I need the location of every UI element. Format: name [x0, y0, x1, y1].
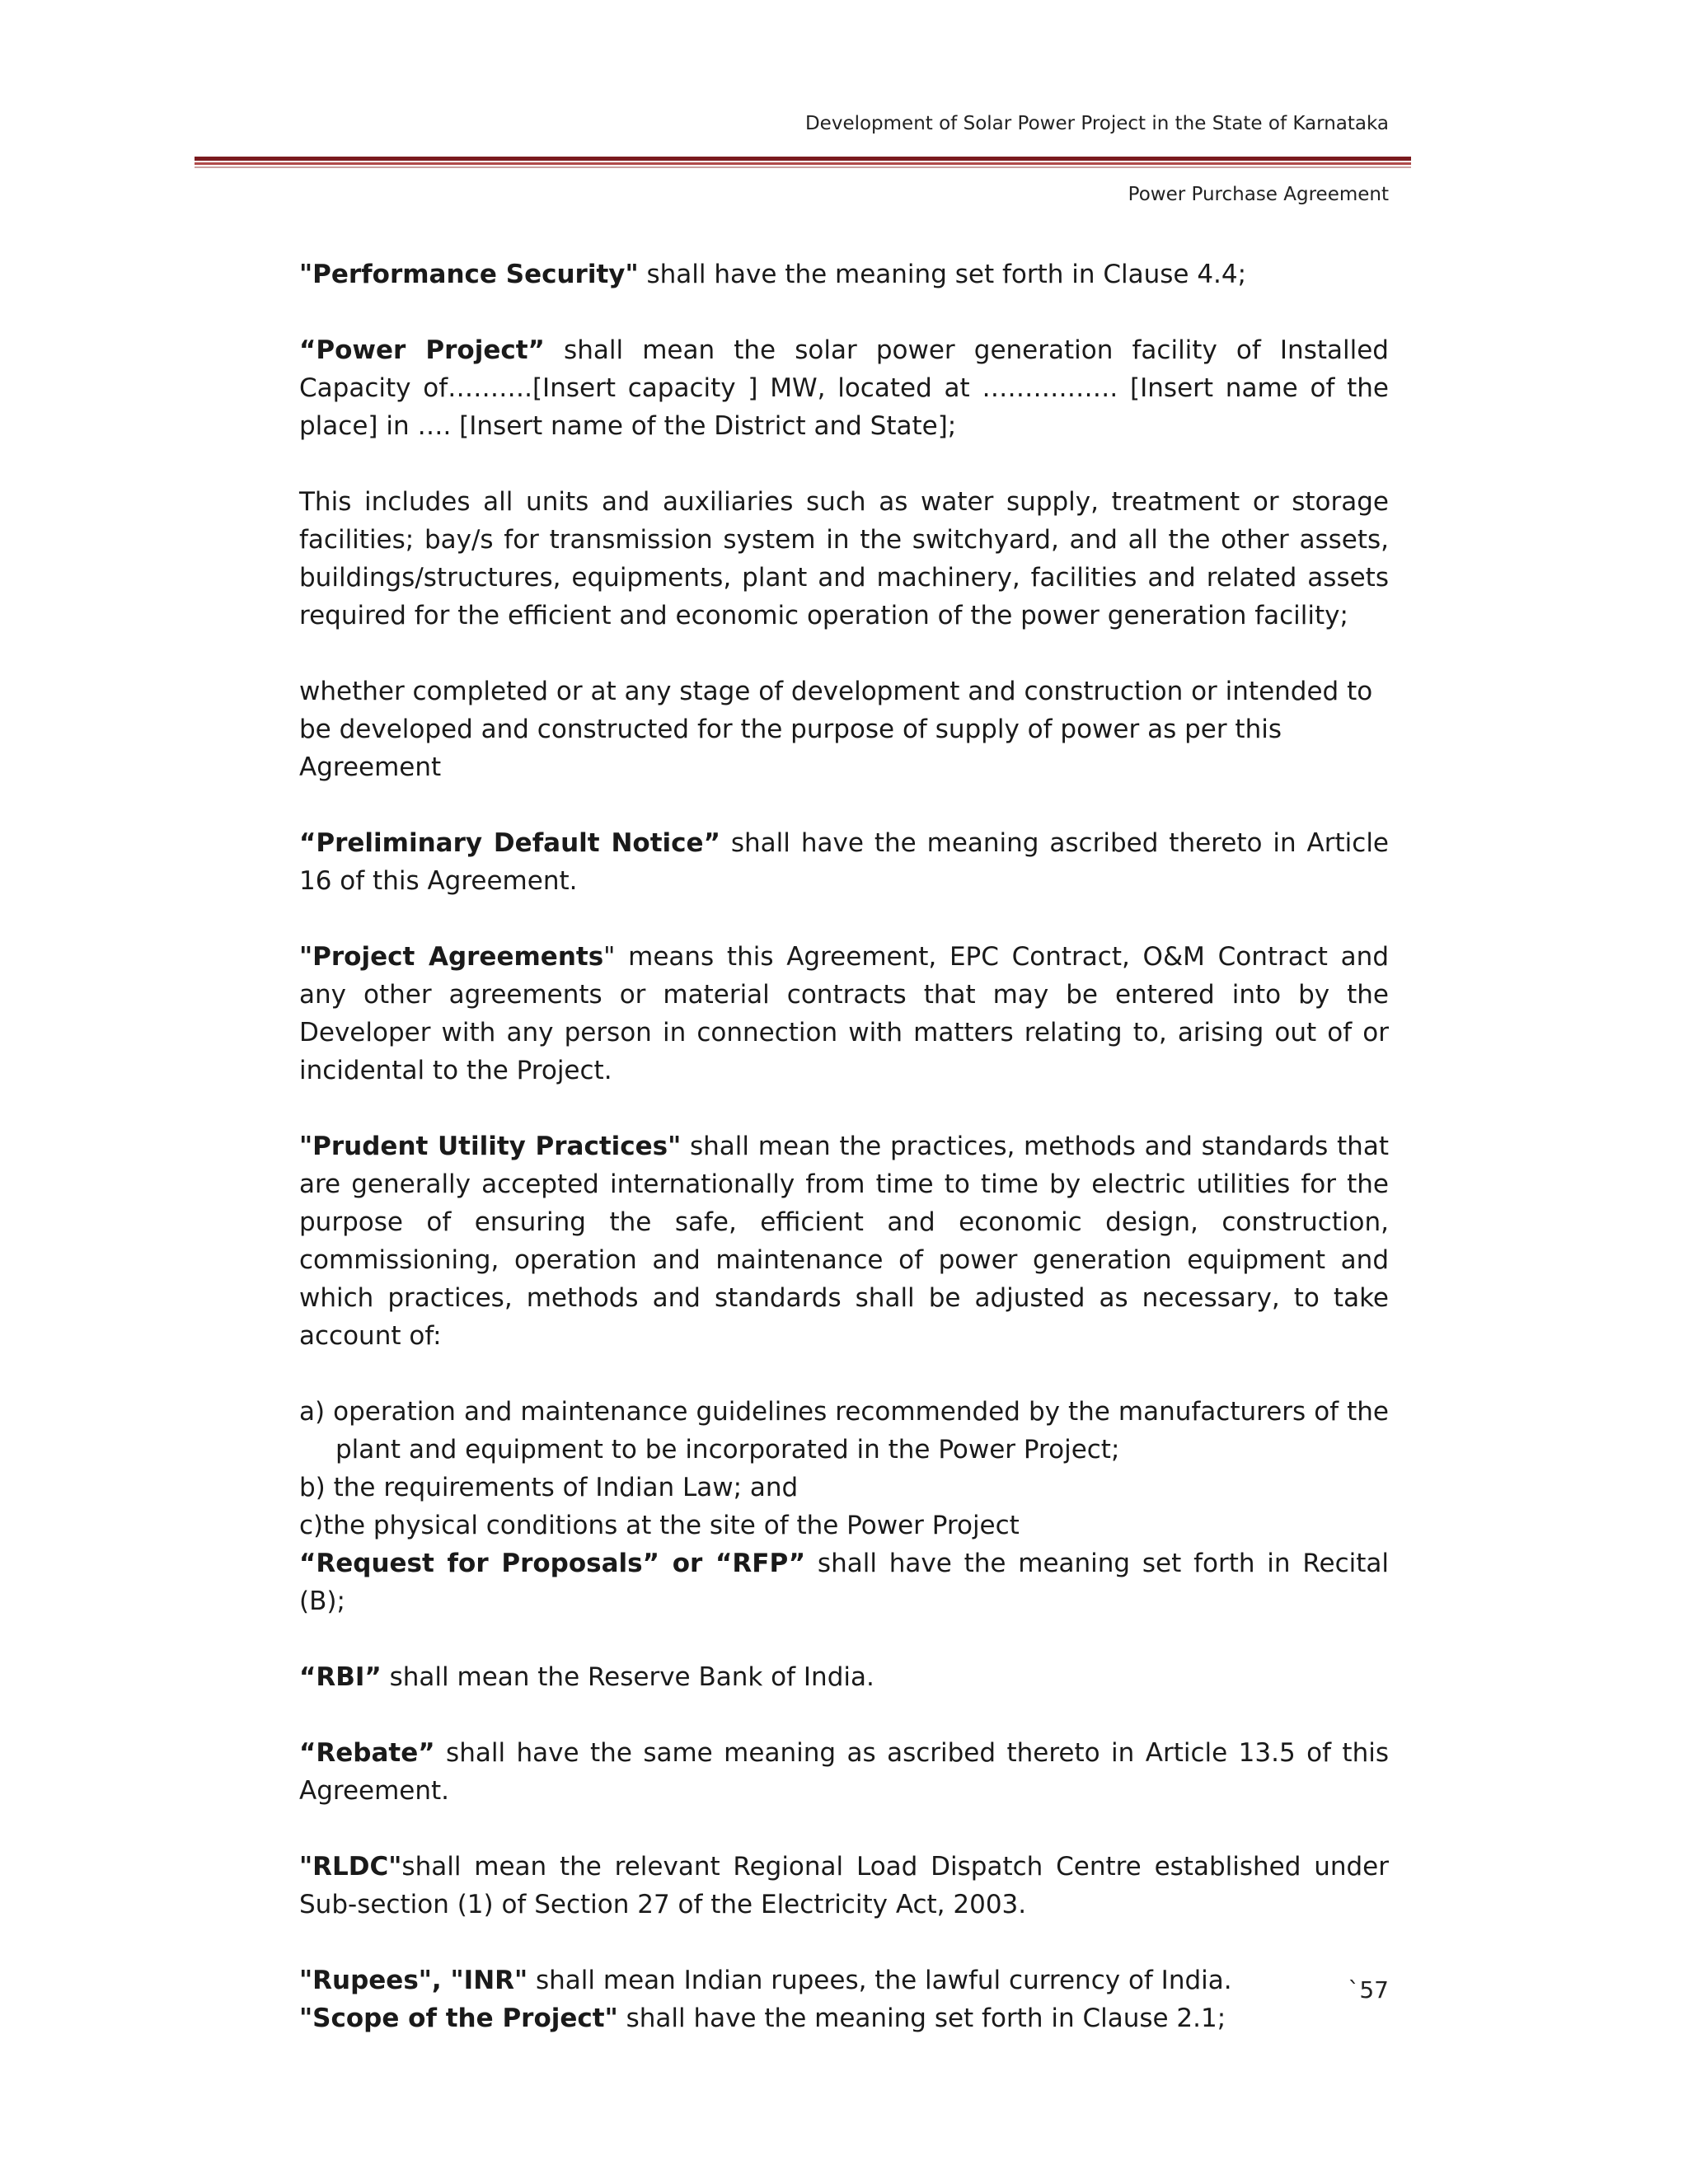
definition-term: "RLDC"	[299, 1852, 402, 1882]
definition-term: “Request for Proposals” or “RFP”	[299, 1549, 806, 1578]
definition-term: “Preliminary Default Notice”	[299, 828, 720, 858]
definition-term: "Prudent Utility Practices"	[299, 1132, 682, 1161]
definition-text: shall have the meaning set forth in Recital (B);	[299, 1549, 1389, 1616]
definition-text: shall mean the relevant Regional Load Dispatch Centre established under Sub-section (1) of Section 27 of the Electricity Act, 2003.	[299, 1852, 1389, 1919]
definition-term: "Rupees", "INR"	[299, 1966, 528, 1995]
definition-power-project	[299, 331, 1389, 445]
definition-term: “Rebate”	[299, 1738, 435, 1768]
definition-text: shall have the same meaning as ascribed thereto in Article 13.5 of this Agreement.	[299, 1738, 1389, 1806]
definition-term: "Performance Security"	[299, 260, 639, 289]
definition-term: "Project Agreements	[299, 942, 604, 972]
definition-scope-of-project	[299, 1999, 1389, 2037]
definition-term: “RBI”	[299, 1662, 382, 1692]
header-rule	[195, 157, 1411, 171]
list-item-a: a) operation and maintenance guidelines recommended by the manufacturers of the plant and equipment to be incorporated in the Power Project;	[299, 1397, 1389, 1465]
definition-text: shall have the meaning set forth in Clause 4.4;	[638, 260, 1247, 289]
definition-text: " means this Agreement, EPC Contract, O&M Contract and any other agreements or material contracts that may be entered into by the Developer with any person in connection with matters relating to, arising out of or incidental to the Project.	[299, 942, 1390, 1085]
definition-request-for-proposals	[299, 1544, 1389, 1620]
paragraph-includes	[299, 483, 1389, 635]
definition-term: "Scope of the Project"	[299, 2004, 618, 2033]
definition-prudent-utility-practices	[299, 1127, 1389, 1355]
paragraph-text: This includes all units and auxiliaries such as water supply, treatment or storage facilities; bay/s for transmission system in the switchyard, and all the other assets, buildings/structures, equipments, plant and machinery, facilities and related assets required for the efficient and economic operation of the power generation facility;	[299, 487, 1389, 630]
definition-text: shall mean the Reserve Bank of India.	[381, 1662, 874, 1692]
definition-text: shall have the meaning set forth in Clause 2.1;	[617, 2004, 1226, 2033]
definition-performance-security	[299, 255, 1389, 293]
definition-rldc	[299, 1848, 1389, 1924]
list-item-b: b) the requirements of Indian Law; and	[299, 1473, 799, 1502]
definition-text: shall mean the practices, methods and standards that are generally accepted internationally from time to time by electric utilities for the purpose of ensuring the safe, efficient and economic design, construction, commissioning, operation and maintenance of power generation equipment and which practices, methods and standards shall be adjusted as necessary, to take account of:	[299, 1132, 1389, 1351]
definition-text: shall mean Indian rupees, the lawful currency of India.	[528, 1966, 1232, 1995]
definition-text: shall mean the solar power generation facility of Installed Capacity of……….[Insert capacity ] MW, located at ……………. [Insert name of the place] in …. [Insert name of the District and State];	[299, 335, 1389, 441]
definition-project-agreements	[299, 938, 1389, 1090]
definition-preliminary-default-notice	[299, 824, 1389, 900]
header-subtitle: Power Purchase Agreement	[1128, 184, 1389, 205]
definition-rebate	[299, 1734, 1389, 1810]
document-body	[299, 255, 1389, 2037]
definition-rbi	[299, 1658, 1389, 1696]
header-title: Development of Solar Power Project in the State of Karnataka	[804, 113, 1389, 134]
definition-rupees	[299, 1961, 1389, 1999]
paragraph-whether	[299, 673, 1389, 786]
definition-text: shall have the meaning ascribed thereto in Article 16 of this Agreement.	[299, 828, 1389, 896]
page-number: `57	[1348, 1976, 1389, 2004]
definition-term: “Power Project”	[299, 335, 545, 365]
paragraph-text: whether completed or at any stage of development and construction or intended to be developed and constructed for the purpose of supply of power as per this Agreement	[299, 677, 1373, 782]
list-item-c: c)the physical conditions at the site of the Power Project	[299, 1511, 1020, 1540]
